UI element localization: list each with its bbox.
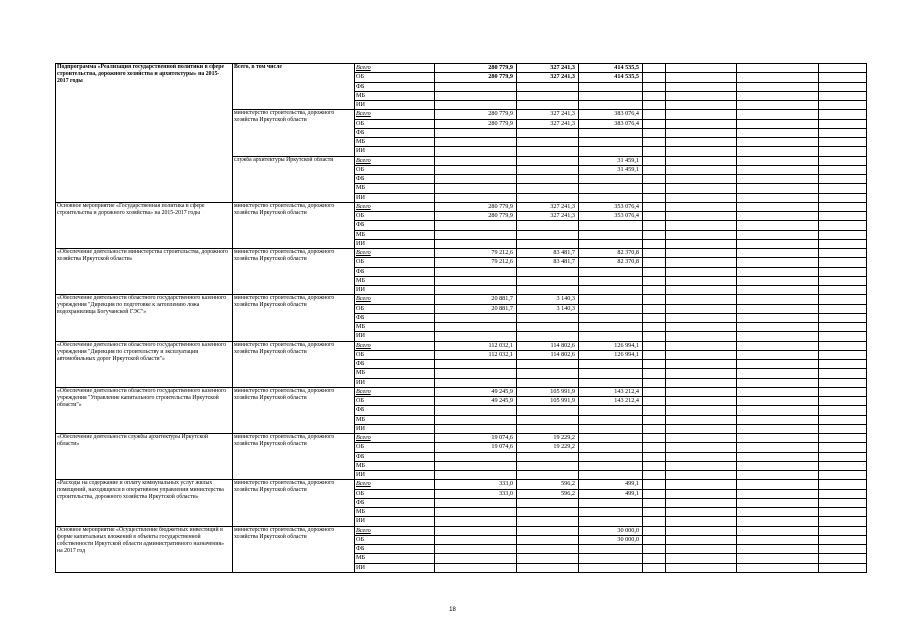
funding-source-label: ИИ — [356, 424, 365, 432]
amount-cell — [516, 165, 578, 174]
amount-cell: 596,2 — [561, 489, 575, 497]
funding-source-label: ИИ — [356, 563, 365, 571]
amount-cell: 19 074,6 — [491, 434, 513, 441]
funding-source-label: Всего — [356, 387, 371, 395]
amount-cell: 327 241,3 — [550, 202, 575, 210]
column-rule — [578, 63, 579, 573]
amount-cell: 114 802,6 — [550, 350, 575, 358]
funding-source-label: МБ — [356, 369, 366, 377]
row-rule — [55, 572, 867, 573]
amount-cell — [516, 156, 578, 165]
amount-cell: 280 779,9 — [488, 73, 513, 81]
amount-cell — [516, 526, 578, 535]
column-rule — [818, 63, 819, 573]
amount-cell: 333,0 — [499, 480, 513, 488]
funding-source-label: Всего — [356, 110, 371, 118]
funding-source-label: Всего — [356, 434, 371, 441]
amount-cell: 105 991,9 — [550, 397, 575, 404]
amount-cell: 327 241,3 — [550, 64, 575, 71]
funding-source-label: ФБ — [356, 128, 365, 136]
amount-cell — [578, 304, 642, 313]
funding-source-label: ИИ — [356, 332, 365, 340]
amount-cell: 3 140,3 — [556, 304, 575, 312]
measure-title: «Обеспечение деятельности службы архитектуры Иркутской области» — [57, 434, 208, 447]
funding-source-label: МБ — [356, 276, 366, 284]
amount-cell: 280 779,9 — [488, 64, 513, 71]
executor-name: министерство строительства, дорожного хозяйства Иркутской области — [234, 387, 335, 401]
column-rule — [354, 63, 355, 573]
amount-cell: 20 881,7 — [491, 295, 513, 303]
column-rule — [516, 63, 517, 573]
amount-cell: 31 459,1 — [617, 165, 639, 173]
funding-source-label: ОБ — [356, 350, 365, 358]
funding-source-label: МБ — [356, 461, 366, 469]
funding-source-label: ОБ — [356, 258, 365, 266]
column-rule — [232, 63, 233, 573]
amount-cell: 3 140,3 — [556, 295, 575, 303]
funding-source-label: ФБ — [356, 452, 365, 460]
amount-cell: 353 076,4 — [614, 212, 639, 219]
funding-source-label: ФБ — [356, 221, 365, 229]
funding-source-label: ОБ — [356, 304, 365, 312]
funding-source-label: ФБ — [356, 267, 365, 275]
amount-cell: 19 074,6 — [491, 443, 513, 451]
funding-source-label: Всего — [356, 526, 371, 534]
funding-source-label: ФБ — [356, 498, 365, 506]
measure-title: «Расходы на содержание и оплату коммунальных услуг жилых помещений, находящихся в оперативном управлении министерства строительства, дорожного хозяйства Иркутской области» — [57, 480, 224, 501]
measure-title: Основное мероприятие «Осуществление бюджетных инвестиций в форме капитальных вложений в объекты государственной собственности Иркутской области административного назначения» на 2017 год — [57, 526, 225, 554]
amount-cell: 49 245,9 — [491, 397, 513, 404]
amount-cell: 126 994,1 — [614, 350, 639, 358]
amount-cell — [578, 294, 642, 303]
amount-cell: 353 076,4 — [614, 202, 639, 210]
amount-cell: 79 212,6 — [491, 249, 513, 256]
amount-cell: 499,1 — [625, 480, 639, 488]
amount-cell — [434, 165, 516, 174]
funding-source-label: ИИ — [356, 286, 365, 293]
funding-source-label: Всего — [356, 295, 371, 303]
funding-source-label: ОБ — [356, 443, 365, 451]
amount-cell: 414 535,5 — [614, 73, 639, 81]
executor-name: министерство строительства, дорожного хозяйства Иркутской области — [234, 341, 335, 355]
amount-cell: 126 994,1 — [614, 341, 639, 349]
amount-cell: 112 032,1 — [488, 350, 513, 358]
funding-source-label: ОБ — [356, 119, 365, 127]
amount-cell: 79 212,6 — [491, 258, 513, 266]
funding-source-label: ОБ — [356, 535, 365, 543]
funding-source-label: Всего — [356, 341, 371, 349]
measure-title: Подпрограмма «Реализация государственной политики в сфере строительства, дорожного хозяйства и архитектуры» на 2015-2017 годы — [57, 64, 225, 84]
funding-source-label: ИИ — [356, 193, 365, 201]
executor-name: министерство строительства, дорожного хозяйства Иркутской области — [234, 434, 335, 447]
measure-title: «Обеспечение деятельности министерства строительства, дорожного хозяйства Иркутской области» — [57, 249, 229, 262]
measure-title: «Обеспечение деятельности областного государственного казенного учреждения "Управление капитального строительства Иркутской области"» — [57, 387, 227, 408]
executor-name: Всего, в том числе — [234, 64, 282, 70]
executor-name: министерство строительства, дорожного хозяйства Иркутской области — [234, 480, 335, 494]
funding-source-label: ФБ — [356, 313, 365, 321]
executor-name: министерство строительства, дорожного хозяйства Иркутской области — [234, 110, 335, 124]
amount-cell: 20 881,7 — [491, 304, 513, 312]
column-rule — [55, 63, 56, 573]
amount-cell: 82 370,8 — [617, 249, 639, 256]
executor-name: министерство строительства, дорожного хозяйства Иркутской области — [234, 202, 335, 216]
margin-mark: · — [863, 462, 865, 467]
amount-cell — [516, 535, 578, 544]
executor-name: министерство строительства, дорожного хозяйства Иркутской области — [234, 249, 335, 262]
column-rule — [736, 63, 737, 573]
amount-cell: 327 241,3 — [550, 212, 575, 219]
page-number: 18 — [449, 607, 456, 613]
funding-source-label: ОБ — [356, 489, 365, 497]
measure-title: «Обеспечение деятельности областного государственного казенного учреждения "Дирекция по подготовке к затоплению ложа водохранилища Богучанской ГЭС"» — [57, 295, 227, 316]
amount-cell: 414 535,5 — [614, 64, 639, 71]
amount-cell — [434, 156, 516, 165]
amount-cell: 280 779,9 — [488, 202, 513, 210]
amount-cell: 499,1 — [625, 489, 639, 497]
measure-title: Основное мероприятие «Государственная политика в сфере строительства и дорожного хозяйства» на 2015-2017 годы — [57, 202, 205, 216]
column-rule — [642, 63, 643, 573]
funding-source-label: МБ — [356, 138, 366, 145]
amount-cell — [434, 535, 516, 544]
funding-source-label: ФБ — [356, 175, 365, 182]
funding-source-label: Всего — [356, 249, 371, 256]
funding-source-label: ИИ — [356, 147, 365, 155]
funding-source-label: ФБ — [356, 82, 365, 90]
funding-source-label: МБ — [356, 554, 366, 562]
funding-source-label: Всего — [356, 156, 371, 164]
amount-cell: 596,2 — [561, 480, 575, 488]
funding-source-label: МБ — [356, 91, 366, 99]
executor-name: министерство строительства, дорожного хозяйства Иркутской области — [234, 526, 335, 540]
funding-source-label: Всего — [356, 480, 371, 488]
funding-source-label: ФБ — [356, 406, 365, 414]
executor-name: служба архитектуры Иркутской области — [234, 156, 334, 163]
funding-source-label: МБ — [356, 323, 366, 330]
amount-cell: 143 212,4 — [614, 397, 639, 404]
amount-cell: 112 032,1 — [488, 341, 513, 349]
amount-cell: 83 481,7 — [553, 258, 575, 266]
amount-cell: 280 779,9 — [488, 212, 513, 219]
column-rule — [434, 63, 435, 573]
executor-name: министерство строительства, дорожного хозяйства Иркутской области — [234, 295, 335, 309]
funding-source-label: ОБ — [356, 397, 365, 404]
funding-source-label: ИИ — [356, 239, 365, 247]
amount-cell: 30 000,0 — [617, 535, 639, 543]
column-rule — [866, 63, 867, 573]
amount-cell — [434, 526, 516, 535]
amount-cell: 105 991,9 — [550, 387, 575, 395]
amount-cell: 280 779,9 — [488, 119, 513, 127]
amount-cell: 383 076,4 — [614, 119, 639, 127]
amount-cell: 19 229,2 — [553, 443, 575, 451]
measure-title: «Обеспечение деятельности областного государственного казенного учреждения "Дирекция по строительству и эксплуатации автомобильных дорог Иркутской области"» — [57, 341, 227, 362]
funding-source-label: Всего — [356, 202, 371, 210]
amount-cell — [578, 433, 642, 442]
funding-source-label: МБ — [356, 415, 366, 423]
amount-cell: 333,0 — [499, 489, 513, 497]
funding-source-label: ИИ — [356, 101, 365, 108]
amount-cell: 327 241,3 — [550, 119, 575, 127]
amount-cell: 280 779,9 — [488, 110, 513, 118]
funding-source-label: МБ — [356, 508, 366, 515]
funding-source-label: ФБ — [356, 545, 365, 552]
funding-source-label: МБ — [356, 230, 366, 238]
funding-source-label: Всего — [356, 64, 371, 71]
funding-source-label: ОБ — [356, 212, 365, 219]
amount-cell: 327 241,3 — [550, 110, 575, 118]
amount-cell: 383 076,4 — [614, 110, 639, 118]
amount-cell: 327 241,3 — [550, 73, 575, 81]
amount-cell: 82 370,8 — [617, 258, 639, 266]
column-rule — [665, 63, 666, 573]
amount-cell: 49 245,9 — [491, 387, 513, 395]
funding-source-label: ИИ — [356, 378, 365, 386]
amount-cell — [578, 442, 642, 451]
amount-cell: 30 000,0 — [617, 526, 639, 534]
funding-source-label: ОБ — [356, 73, 365, 81]
funding-source-label: ИИ — [356, 471, 365, 478]
amount-cell: 19 229,2 — [553, 434, 575, 441]
amount-cell: 31 459,1 — [617, 156, 639, 164]
amount-cell: 114 802,6 — [550, 341, 575, 349]
funding-source-label: ОБ — [356, 165, 365, 173]
funding-source-label: ФБ — [356, 360, 365, 367]
amount-cell: 143 212,4 — [614, 387, 639, 395]
funding-source-label: МБ — [356, 184, 366, 192]
funding-source-label: ИИ — [356, 517, 365, 525]
amount-cell: 83 481,7 — [553, 249, 575, 256]
